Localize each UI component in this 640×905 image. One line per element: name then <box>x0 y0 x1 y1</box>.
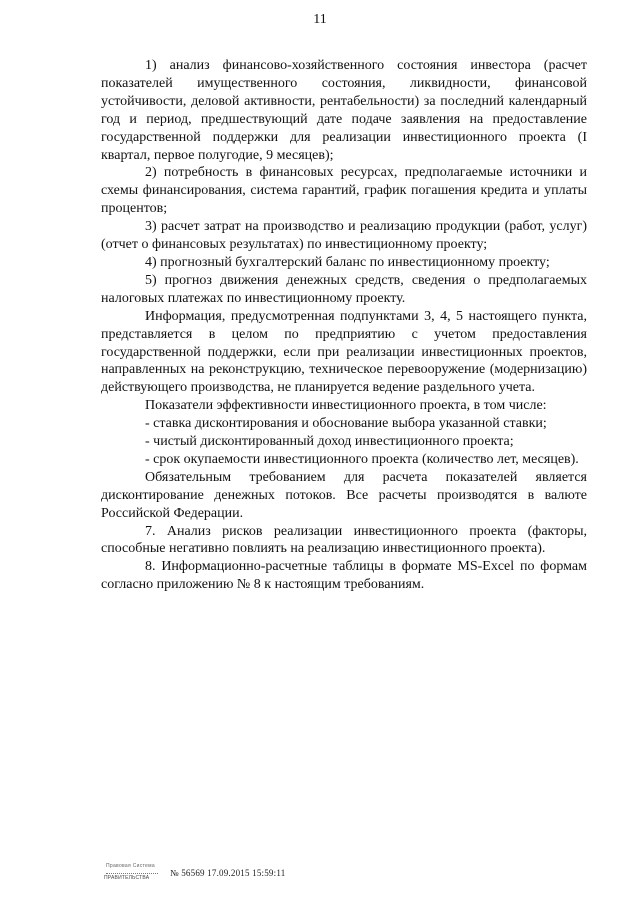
document-footer <box>104 861 285 885</box>
paragraph-balance-forecast: 4) прогнозный бухгалтерский баланс по инвестиционному проекту; <box>145 254 550 270</box>
list-item-npv: - чистый дисконтированный доход инвестиционного проекта; <box>145 434 514 450</box>
paragraph-information-note: Информация, предусмотренная подпунктами 3, 4, 5 настоящего пункта, представляется в целом по предприятию с учетом предоставления государственной поддержки, если при реализации инвестиционных проектов, направленных на реконструкцию, техническое перевооружение (модернизацию) действующего производства, не планируется ведение раздельного учета. <box>101 308 587 396</box>
stamp-bottom-text: ПРАВИТЕЛЬСТВА <box>104 875 150 881</box>
paragraph-discounting-requirement: Обязательным требованием для расчета показателей является дисконтирование денежных потоков. Все расчеты производятся в валюте Российской Федерации. <box>101 469 587 521</box>
paragraph-excel-tables: 8. Информационно-расчетные таблицы в формате MS-Excel по формам согласно приложению № 8 к настоящим требованиям. <box>101 559 587 593</box>
page-number: 11 <box>313 12 327 27</box>
paragraph-financial-analysis: 1) анализ финансово-хозяйственного состояния инвестора (расчет показателей имущественного состояния, ликвидности, финансовой устойчивости, деловой активности, рентабельности) за последний календарный год и период, предшествующий дате подаче заявления на предоставление государственной поддержки для реализации инвестиционного проекта (I квартал, первое полугодие, 9 месяцев); <box>101 58 587 163</box>
paragraph-financial-needs: 2) потребность в финансовых ресурсах, предполагаемые источники и схемы финансирования, система гарантий, график погашения кредита и уплаты процентов; <box>101 165 587 217</box>
paragraph-cash-flow-forecast: 5) прогноз движения денежных средств, сведения о предполагаемых налоговых платежах по инвестиционному проекту. <box>101 272 587 306</box>
paragraph-efficiency-indicators: Показатели эффективности инвестиционного проекта, в том числе: <box>145 398 547 414</box>
paragraph-cost-calculation: 3) расчет затрат на производство и реализацию продукции (работ, услуг) (отчет о финансовых результатах) по инвестиционному проекту; <box>101 219 587 253</box>
list-item-discount-rate: - ставка дисконтирования и обоснование выбора указанной ставки; <box>145 416 547 432</box>
stamp-top-text: Правовая Система <box>106 863 158 874</box>
list-item-payback-period: - срок окупаемости инвестиционного проекта (количество лет, месяцев). <box>145 451 579 467</box>
registry-stamp-logo <box>104 862 162 884</box>
registration-number: № 56569 17.09.2015 15:59:11 <box>170 868 286 878</box>
document-body <box>101 57 587 594</box>
paragraph-risk-analysis: 7. Анализ рисков реализации инвестиционного проекта (факторы, способные негативно повлиять на реализацию инвестиционного проекта). <box>101 523 587 557</box>
